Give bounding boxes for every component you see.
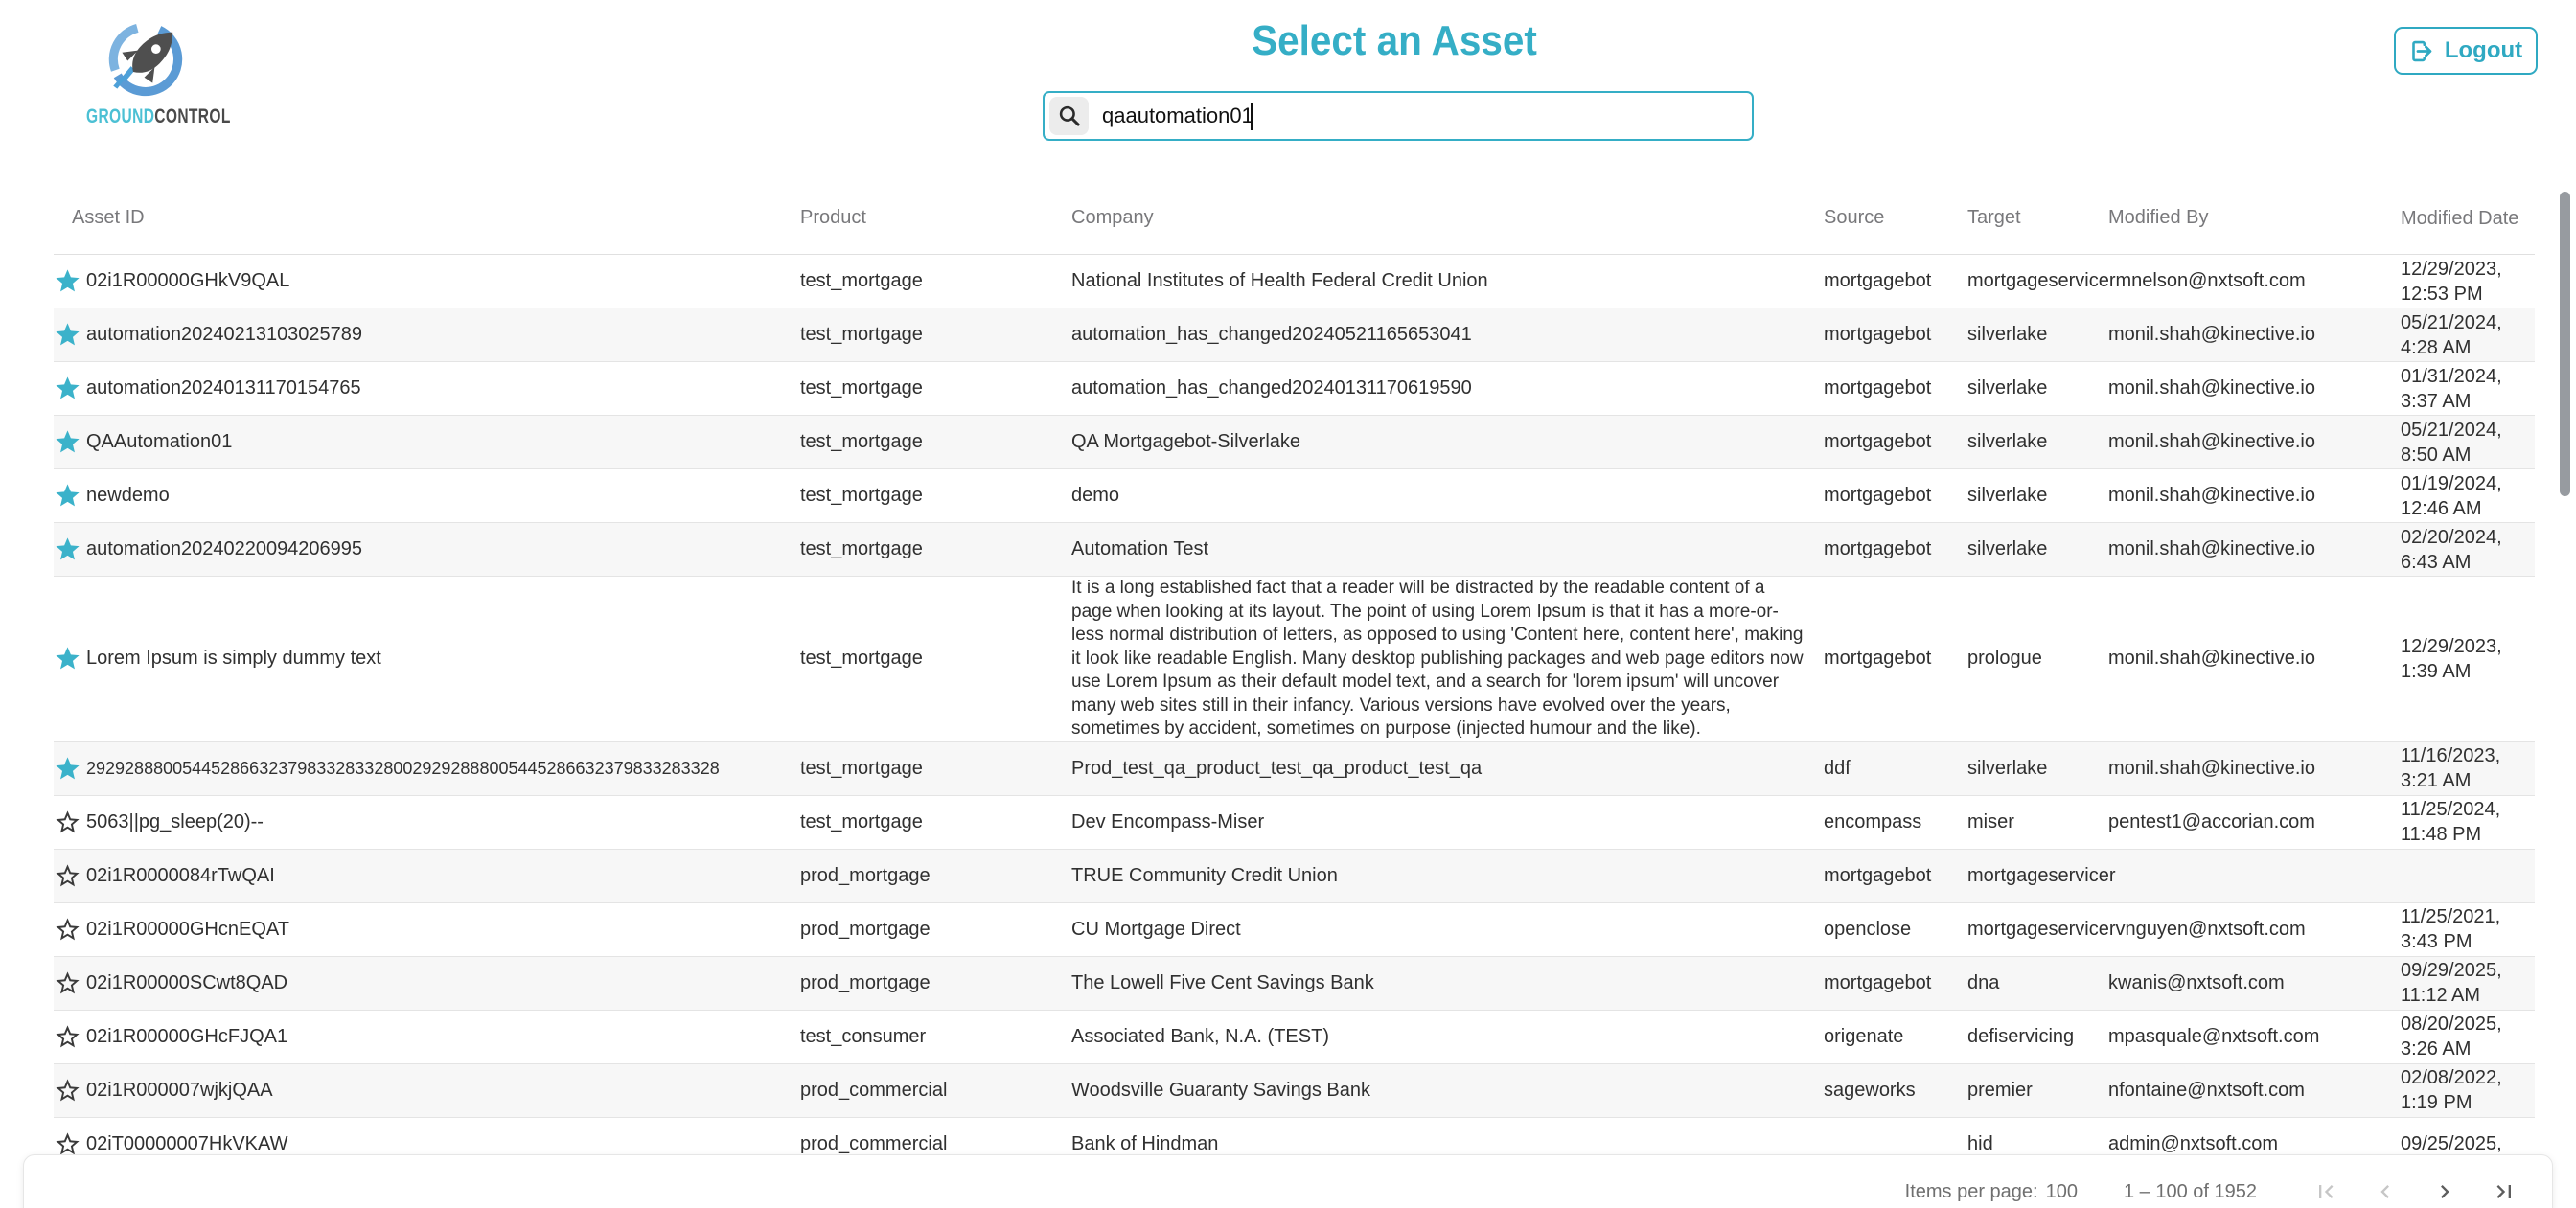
last-page-icon[interactable] bbox=[2485, 1173, 2523, 1208]
favorite-star-icon[interactable] bbox=[54, 916, 86, 944]
asset-id-cell: 02i1R00000GHkV9QAL bbox=[86, 270, 290, 291]
modified-date-cell: 01/31/2024, 3:37 AM bbox=[2401, 365, 2502, 412]
asset-id-cell: 02i1R000007wjkjQAA bbox=[86, 1079, 273, 1101]
product-cell: test_mortgage bbox=[800, 270, 923, 291]
modified-by-cell: kwanis@nxtsoft.com bbox=[2108, 971, 2285, 993]
column-header-target: Target bbox=[1967, 207, 2021, 228]
product-cell: prod_mortgage bbox=[800, 918, 931, 940]
product-cell: test_mortgage bbox=[800, 810, 923, 832]
favorite-star-icon[interactable] bbox=[54, 321, 86, 349]
modified-date-cell: 11/16/2023, 3:21 AM bbox=[2401, 745, 2501, 791]
brand-ground: GROUND bbox=[86, 105, 155, 127]
next-page-icon[interactable] bbox=[2426, 1173, 2464, 1208]
product-cell: test_mortgage bbox=[800, 377, 923, 399]
target-cell: silverlake bbox=[1967, 485, 2048, 506]
search-input[interactable] bbox=[1102, 93, 1715, 139]
modified-by-cell: monil.shah@kinective.io bbox=[2108, 324, 2315, 345]
source-cell: mortgagebot bbox=[1824, 864, 1932, 886]
modified-by-cell: monil.shah@kinective.io bbox=[2108, 757, 2315, 779]
target-cell: silverlake bbox=[1967, 431, 2048, 452]
modified-date-cell: 08/20/2025, 3:26 AM bbox=[2401, 1014, 2502, 1060]
source-cell: mortgagebot bbox=[1824, 485, 1932, 506]
column-header-company: Company bbox=[1071, 207, 1154, 228]
modified-by-cell: admin@nxtsoft.com bbox=[2108, 1132, 2279, 1154]
modified-by-cell: pentest1@accorian.com bbox=[2108, 810, 2315, 832]
company-cell: National Institutes of Health Federal Credit Union bbox=[1071, 270, 1488, 291]
pagination-bar bbox=[23, 1154, 2553, 1208]
product-cell: prod_commercial bbox=[800, 1132, 948, 1154]
source-cell: openclose bbox=[1824, 918, 1912, 940]
favorite-star-icon[interactable] bbox=[54, 862, 86, 890]
source-cell: mortgagebot bbox=[1824, 538, 1932, 559]
favorite-star-icon[interactable] bbox=[54, 755, 86, 783]
column-header-modified-by: Modified By bbox=[2108, 207, 2209, 228]
asset-id-cell: Lorem Ipsum is simply dummy text bbox=[86, 648, 381, 670]
column-header-source: Source bbox=[1824, 207, 1885, 228]
table-row[interactable] bbox=[54, 957, 2535, 1011]
source-cell: mortgagebot bbox=[1824, 648, 1932, 670]
logout-icon bbox=[2409, 38, 2435, 64]
asset-id-cell: automation20240220094206995 bbox=[86, 538, 363, 559]
table-row[interactable] bbox=[54, 796, 2535, 850]
brand-name bbox=[86, 105, 231, 128]
modified-date-cell: 12/29/2023, 12:53 PM bbox=[2401, 258, 2502, 305]
company-cell: It is a long established fact that a reader will be distracted by the readable content of a page when looking at its layout. The point of using Lorem Ipsum is that it has a more-or-less normal distribution of letters, as opposed to using 'Content here, content here', making it look like readable English. Many desktop publishing packages and web page editors now use Lorem Ipsum as their default model text, and a search for 'lorem ipsum' will uncover many web sites still in their infancy. Various versions have evolved over the years, sometimes by accident, sometimes on purpose (injected humour and the like). bbox=[1071, 578, 1804, 739]
target-cell: hid bbox=[1967, 1132, 1993, 1154]
product-cell: test_mortgage bbox=[800, 757, 923, 779]
rocket-logo-icon bbox=[102, 15, 190, 103]
modified-date-cell: 09/29/2025, 11:12 AM bbox=[2401, 960, 2502, 1006]
table-header-row bbox=[54, 182, 2535, 255]
modified-date-cell: 11/25/2021, 3:43 PM bbox=[2401, 906, 2501, 952]
modified-date-cell: 09/25/2025, bbox=[2401, 1133, 2502, 1154]
asset-id-cell: 02i1R00000SCwt8QAD bbox=[86, 971, 288, 993]
favorite-star-icon[interactable] bbox=[54, 375, 86, 402]
company-cell: Bank of Hindman bbox=[1071, 1132, 1219, 1154]
modified-date-cell: 11/25/2024, 11:48 PM bbox=[2401, 799, 2501, 845]
modified-by-cell: mnelson@nxtsoft.com bbox=[2115, 270, 2306, 291]
product-cell: test_mortgage bbox=[800, 324, 923, 345]
table-row[interactable] bbox=[54, 903, 2535, 957]
modified-by-cell: monil.shah@kinective.io bbox=[2108, 377, 2315, 399]
items-per-page-label: Items per page: bbox=[1904, 1180, 2038, 1202]
column-header-modified-date: Modified Date bbox=[2401, 207, 2519, 229]
target-cell: dna bbox=[1967, 971, 2000, 993]
table-row[interactable] bbox=[54, 469, 2535, 523]
asset-id-cell: 02i1R00000GHcFJQA1 bbox=[86, 1025, 288, 1047]
asset-table bbox=[54, 182, 2535, 1172]
asset-id-cell: 5063||pg_sleep(20)-- bbox=[86, 810, 264, 832]
modified-by-cell: monil.shah@kinective.io bbox=[2108, 485, 2315, 506]
favorite-star-icon[interactable] bbox=[54, 645, 86, 672]
source-cell: origenate bbox=[1824, 1025, 1904, 1047]
target-cell: mortgageservicer bbox=[1967, 270, 2116, 291]
target-cell: mortgageservicer bbox=[1967, 864, 2116, 886]
previous-page-icon bbox=[2366, 1173, 2404, 1208]
asset-search-box bbox=[1043, 91, 1754, 141]
favorite-star-icon[interactable] bbox=[54, 536, 86, 563]
target-cell: prologue bbox=[1967, 648, 2042, 670]
source-cell: mortgagebot bbox=[1824, 431, 1932, 452]
text-cursor bbox=[1251, 103, 1253, 130]
logout-button[interactable] bbox=[2394, 27, 2538, 75]
favorite-star-icon[interactable] bbox=[54, 482, 86, 510]
target-cell: mortgageservicer bbox=[1967, 918, 2116, 940]
asset-id-cell: 02iT00000007HkVKAW bbox=[86, 1132, 288, 1154]
brand-control: CONTROL bbox=[154, 105, 231, 127]
table-row[interactable] bbox=[54, 362, 2535, 416]
target-cell: miser bbox=[1967, 810, 2014, 832]
modified-date-cell: 02/08/2022, 1:19 PM bbox=[2401, 1067, 2502, 1113]
modified-by-cell: monil.shah@kinective.io bbox=[2108, 431, 2315, 452]
asset-id-cell: automation20240131170154765 bbox=[86, 377, 361, 399]
product-cell: prod_mortgage bbox=[800, 971, 931, 993]
company-cell: The Lowell Five Cent Savings Bank bbox=[1071, 971, 1374, 993]
asset-id-cell: newdemo bbox=[86, 485, 170, 506]
table-row[interactable] bbox=[54, 1064, 2535, 1118]
favorite-star-icon[interactable] bbox=[54, 428, 86, 456]
modified-by-cell: monil.shah@kinective.io bbox=[2108, 648, 2315, 670]
company-cell: QA Mortgagebot-Silverlake bbox=[1071, 431, 1301, 452]
asset-id-cell: 292928880054452866323798332833280029292888005445286632379833283328 bbox=[86, 758, 720, 778]
modified-date-cell: 05/21/2024, 4:28 AM bbox=[2401, 311, 2502, 358]
table-body bbox=[54, 255, 2535, 1172]
product-cell: prod_mortgage bbox=[800, 864, 931, 886]
product-cell: test_consumer bbox=[800, 1025, 927, 1047]
column-header-product: Product bbox=[800, 207, 866, 228]
table-row[interactable] bbox=[54, 255, 2535, 308]
column-header-asset-id: Asset ID bbox=[72, 207, 145, 228]
target-cell: silverlake bbox=[1967, 324, 2048, 345]
company-cell: Woodsville Guaranty Savings Bank bbox=[1071, 1079, 1371, 1101]
target-cell: silverlake bbox=[1967, 377, 2048, 399]
source-cell: encompass bbox=[1824, 810, 1922, 832]
table-row[interactable] bbox=[54, 742, 2535, 796]
favorite-star-icon[interactable] bbox=[54, 1023, 86, 1051]
table-row[interactable] bbox=[54, 523, 2535, 577]
target-cell: defiservicing bbox=[1967, 1025, 2075, 1047]
favorite-star-icon[interactable] bbox=[54, 969, 86, 997]
first-page-icon bbox=[2307, 1173, 2345, 1208]
favorite-star-icon[interactable] bbox=[54, 809, 86, 836]
vertical-scrollbar-thumb[interactable] bbox=[2560, 192, 2570, 496]
source-cell: mortgagebot bbox=[1824, 377, 1932, 399]
page-range-label: 1 – 100 of 1952 bbox=[2123, 1180, 2257, 1202]
page-title: Select an Asset bbox=[1252, 17, 1537, 64]
modified-date-cell: 01/19/2024, 12:46 AM bbox=[2401, 472, 2502, 519]
company-cell: Associated Bank, N.A. (TEST) bbox=[1071, 1025, 1329, 1047]
source-cell: mortgagebot bbox=[1824, 324, 1932, 345]
modified-date-cell: 12/29/2023, 1:39 AM bbox=[2401, 635, 2502, 682]
asset-id-cell: QAAutomation01 bbox=[86, 431, 233, 452]
table-row[interactable] bbox=[54, 416, 2535, 469]
asset-id-cell: automation20240213103025789 bbox=[86, 324, 363, 345]
product-cell: test_mortgage bbox=[800, 431, 923, 452]
target-cell: silverlake bbox=[1967, 538, 2048, 559]
product-cell: prod_commercial bbox=[800, 1079, 948, 1101]
product-cell: test_mortgage bbox=[800, 648, 923, 670]
company-cell: automation_has_changed20240521165653041 bbox=[1071, 324, 1472, 345]
asset-id-cell: 02i1R0000084rTwQAI bbox=[86, 864, 275, 886]
favorite-star-icon[interactable] bbox=[54, 267, 86, 295]
company-cell: automation_has_changed20240131170619590 bbox=[1071, 377, 1472, 399]
table-row[interactable] bbox=[54, 577, 2535, 742]
company-cell: CU Mortgage Direct bbox=[1071, 918, 1241, 940]
company-cell: demo bbox=[1071, 485, 1120, 506]
modified-by-cell: vnguyen@nxtsoft.com bbox=[2115, 918, 2306, 940]
company-cell: Automation Test bbox=[1071, 538, 1209, 559]
logout-label: Logout bbox=[2444, 37, 2523, 63]
target-cell: silverlake bbox=[1967, 757, 2048, 779]
company-cell: Dev Encompass-Miser bbox=[1071, 810, 1265, 832]
table-row[interactable] bbox=[54, 1011, 2535, 1064]
target-cell: premier bbox=[1967, 1079, 2033, 1101]
favorite-star-icon[interactable] bbox=[54, 1077, 86, 1105]
source-cell: sageworks bbox=[1824, 1079, 1916, 1101]
product-cell: test_mortgage bbox=[800, 538, 923, 559]
modified-by-cell: monil.shah@kinective.io bbox=[2108, 538, 2315, 559]
search-icon bbox=[1049, 97, 1089, 135]
groundcontrol-logo bbox=[86, 15, 282, 128]
source-cell: mortgagebot bbox=[1824, 270, 1932, 291]
modified-date-cell: 05/21/2024, 8:50 AM bbox=[2401, 419, 2502, 466]
table-row[interactable] bbox=[54, 850, 2535, 903]
company-cell: TRUE Community Credit Union bbox=[1071, 864, 1338, 886]
items-per-page-select[interactable]: 100 bbox=[2045, 1180, 2078, 1202]
table-row[interactable] bbox=[54, 308, 2535, 362]
source-cell: ddf bbox=[1824, 757, 1851, 779]
modified-by-cell: nfontaine@nxtsoft.com bbox=[2108, 1079, 2305, 1101]
modified-by-cell: mpasquale@nxtsoft.com bbox=[2108, 1025, 2320, 1047]
source-cell: mortgagebot bbox=[1824, 971, 1932, 993]
company-cell: Prod_test_qa_product_test_qa_product_test_qa bbox=[1071, 757, 1483, 779]
product-cell: test_mortgage bbox=[800, 485, 923, 506]
modified-date-cell: 02/20/2024, 6:43 AM bbox=[2401, 526, 2502, 573]
asset-id-cell: 02i1R00000GHcnEQAT bbox=[86, 918, 289, 940]
